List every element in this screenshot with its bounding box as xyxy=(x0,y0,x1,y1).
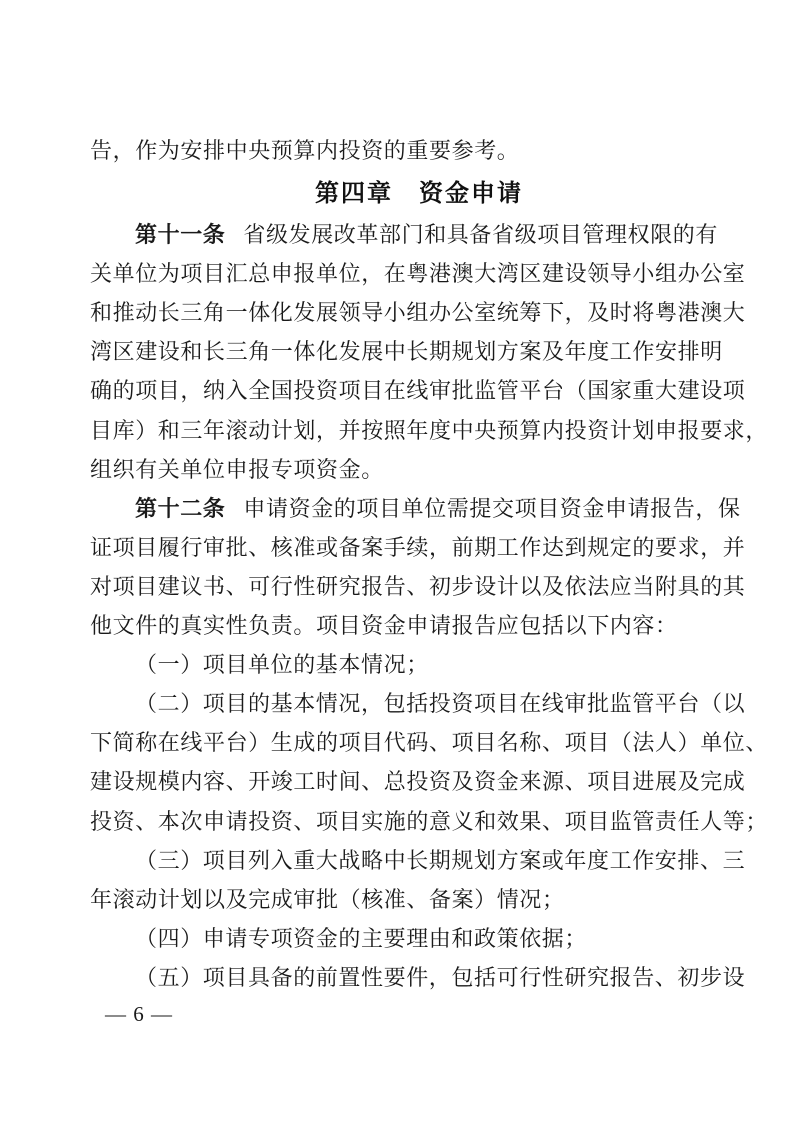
document-line xyxy=(90,489,748,528)
line-text: （一）项目单位的基本情况； xyxy=(135,652,429,678)
line-text: 年滚动计划以及完成审批（核准、备案）情况； xyxy=(90,886,565,912)
line-text: 他文件的真实性负责。项目资金申请报告应包括以下内容： xyxy=(90,613,678,639)
line-text: 证项目履行审批、核准或备案手续，前期工作达到规定的要求，并 xyxy=(90,534,746,560)
line-text: （二）项目的基本情况，包括投资项目在线审批监管平台（以 xyxy=(135,691,746,717)
line-text: 组织有关单位申报专项资金。 xyxy=(90,456,384,482)
document-line xyxy=(90,371,748,410)
document-line xyxy=(90,411,769,450)
line-text: 投资、本次申请投资、项目实施的意义和效果、项目监管责任人等； xyxy=(90,808,769,834)
document-line xyxy=(90,880,748,919)
document-line xyxy=(90,684,748,723)
document-line xyxy=(90,762,748,801)
line-text: 下简称在线平台）生成的项目代码、项目名称、项目（法人）单位、 xyxy=(90,730,769,756)
document-body xyxy=(90,131,769,997)
document-line xyxy=(90,802,769,841)
line-text: 目库）和三年滚动计划，并按照年度中央预算内投资计划申报要求， xyxy=(90,417,769,443)
document-line xyxy=(90,606,748,645)
line-text: 确的项目，纳入全国投资项目在线审批监管平台（国家重大建设项 xyxy=(90,378,746,404)
document-line xyxy=(90,131,748,170)
line-text: （五）项目具备的前置性要件，包括可行性研究报告、初步设 xyxy=(135,964,746,990)
document-line xyxy=(90,841,748,880)
line-text: 省级发展改革部门和具备省级项目管理权限的有 xyxy=(243,222,719,248)
document-line xyxy=(90,723,769,762)
line-text: 对项目建议书、可行性研究报告、初步设计以及依法应当附具的其 xyxy=(90,573,746,599)
article-number: 第十二条 xyxy=(135,495,226,521)
document-line xyxy=(90,528,748,567)
document-line xyxy=(90,293,748,332)
line-text: 告，作为安排中央预算内投资的重要参考。 xyxy=(90,138,520,163)
line-text: （三）项目列入重大战略中长期规划方案或年度工作安排、三 xyxy=(135,847,746,873)
document-line xyxy=(90,645,748,684)
document-line xyxy=(90,254,748,293)
line-text: 关单位为项目汇总申报单位，在粤港澳大湾区建设领导小组办公室 xyxy=(90,261,746,287)
document-line xyxy=(90,919,748,958)
line-text: 申请资金的项目单位需提交项目资金申请报告，保 xyxy=(243,495,741,521)
document-line xyxy=(90,450,748,489)
line-text: （四）申请专项资金的主要理由和政策依据； xyxy=(135,925,588,951)
page-number: — 6 — xyxy=(105,1002,173,1026)
document-line xyxy=(90,567,748,606)
chapter-heading: 第四章 资金申请 xyxy=(315,180,523,208)
line-text: 建设规模内容、开竣工时间、总投资及资金来源、项目进展及完成 xyxy=(90,769,746,795)
document-line xyxy=(90,332,748,371)
line-text: 湾区建设和长三角一体化发展中长期规划方案及年度工作安排明 xyxy=(90,339,723,365)
document-line xyxy=(90,958,748,997)
document-line xyxy=(90,215,748,254)
line-text: 和推动长三角一体化发展领导小组办公室统筹下，及时将粤港澳大 xyxy=(90,300,746,326)
article-number: 第十一条 xyxy=(135,222,226,248)
